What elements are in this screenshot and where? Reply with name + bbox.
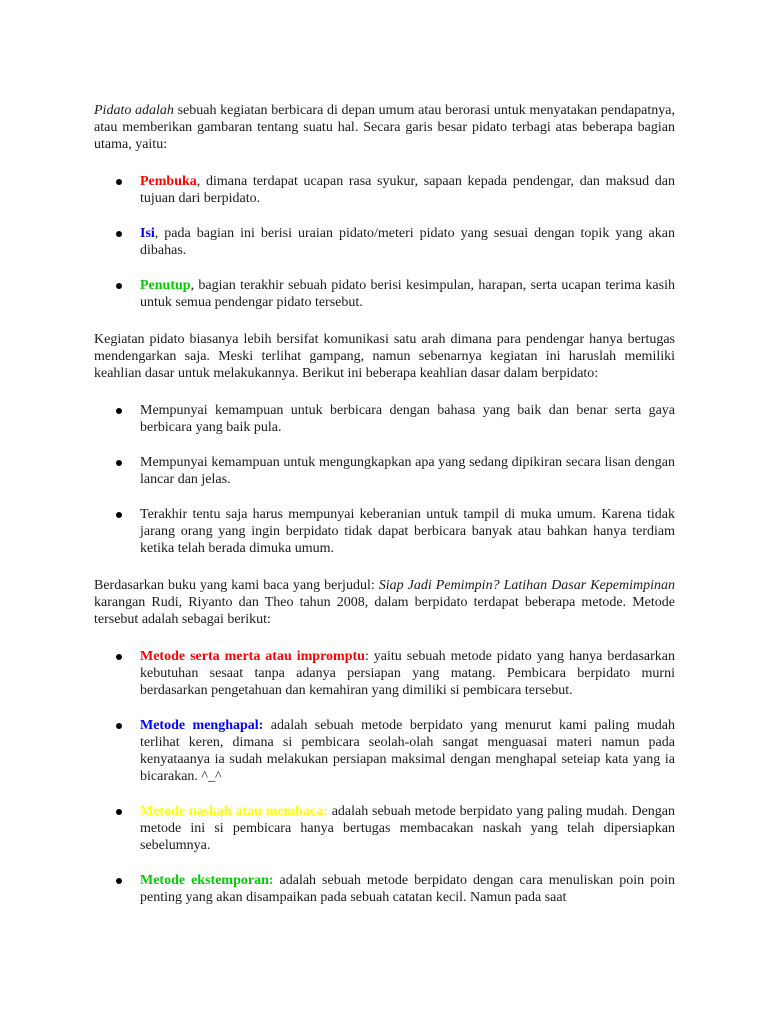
term-penutup: Penutup <box>140 278 191 293</box>
bullet-icon <box>116 460 122 466</box>
bullet-icon <box>116 512 122 518</box>
bullet-icon <box>116 231 122 237</box>
skills-list <box>94 402 675 557</box>
document-body <box>94 102 675 926</box>
list-item <box>94 402 675 436</box>
term-pembuka: Pembuka <box>140 174 197 189</box>
bullet-icon <box>116 878 122 884</box>
bullet-icon <box>116 723 122 729</box>
method-text: adalah sebuah metode berpidato dengan cara menuliskan poin poin penting yang akan disampaikan pada sebuah catatan kecil. Namun pada saat <box>140 873 675 905</box>
method-text: : yaitu sebuah metode pidato yang hanya berdasarkan kebutuhan sesaat tanpa adanya persiapan yang matang. Pembicara berpidato murni berdasarkan pengetahuan dan kemahiran yang dimiliki si pembicara tersebut. <box>140 649 675 698</box>
list-item <box>94 277 675 311</box>
bullet-icon <box>116 654 122 660</box>
skills-intro-paragraph: Kegiatan pidato biasanya lebih bersifat komunikasi satu arah dimana para pendengar hanya bertugas mendengarkan saja. Meski terlihat gampang, namun sebenarnya kegiatan ini haruslah memiliki keahlian dasar untuk melakukannya. Berikut ini beberapa keahlian dasar dalam berpidato: <box>94 332 675 381</box>
book-title: Siap Jadi Pemimpin? Latihan Dasar Kepemimpinan <box>378 578 675 593</box>
skill-text: Terakhir tentu saja harus mempunyai keberanian untuk tampil di muka umum. Karena tidak jarang orang yang ingin berpidato tidak dapat berbicara banyak atau bahkan hanya terdiam ketika telah berada dimuka umum. <box>140 507 675 556</box>
skill-text: Mempunyai kemampuan untuk mengungkapkan apa yang sedang dipikiran secara lisan dengan lancar dan jelas. <box>140 455 675 487</box>
bullet-icon <box>116 809 122 815</box>
intro-lead: Pidato adalah <box>94 103 174 118</box>
method-text: adalah sebuah metode berpidato yang paling mudah. Dengan metode ini si pembicara hanya bertugas membacakan naskah yang telah dipersiapkan sebelumnya. <box>140 804 675 853</box>
list-item <box>94 803 675 854</box>
bullet-icon <box>116 179 122 185</box>
term-menghapal: Metode menghapal: <box>140 718 264 733</box>
term-impromptu: Metode serta merta atau impromptu <box>140 649 365 664</box>
term-ekstemporan: Metode ekstemporan: <box>140 873 274 888</box>
term-isi: Isi <box>140 226 155 241</box>
term-naskah: Metode naskah atau membaca: <box>140 804 328 819</box>
bullet-icon <box>116 408 122 414</box>
part-text: , pada bagian ini berisi uraian pidato/meteri pidato yang sesuai dengan topik yang akan dibahas. <box>140 226 675 258</box>
methods-list <box>94 648 675 906</box>
methods-intro-before: Berdasarkan buku yang kami baca yang berjudul: <box>94 578 379 593</box>
intro-paragraph <box>94 102 675 153</box>
list-item <box>94 717 675 785</box>
list-item <box>94 648 675 699</box>
method-text: adalah sebuah metode berpidato yang menurut kami paling mudah terlihat keren, dimana si pembicara seolah-olah sangat menguasai materi namun pada kenyataanya ia sudah melakukan persiapan maksimal dengan menghapal seteiap kata yang ia bicarakan. ^_^ <box>140 718 675 784</box>
methods-intro-after: karangan Rudi, Riyanto dan Theo tahun 2008, dalam berpidato terdapat beberapa metode. Metode tersebut adalah sebagai berikut: <box>94 595 675 627</box>
part-text: , dimana terdapat ucapan rasa syukur, sapaan kepada pendengar, dan maksud dan tujuan dari berpidato. <box>140 174 675 206</box>
list-item <box>94 225 675 259</box>
bullet-icon <box>116 283 122 289</box>
list-item <box>94 872 675 906</box>
methods-intro-paragraph <box>94 577 675 628</box>
speech-parts-list <box>94 173 675 311</box>
list-item <box>94 454 675 488</box>
part-text: , bagian terakhir sebuah pidato berisi kesimpulan, harapan, serta ucapan terima kasih untuk semua pendengar pidato tersebut. <box>140 278 675 310</box>
intro-text: sebuah kegiatan berbicara di depan umum atau berorasi untuk menyatakan pendapatnya, atau memberikan gambaran tentang suatu hal. Secara garis besar pidato terbagi atas beberapa bagian utama, yaitu: <box>94 103 675 152</box>
skill-text: Mempunyai kemampuan untuk berbicara dengan bahasa yang baik dan benar serta gaya berbicara yang baik pula. <box>140 403 675 435</box>
list-item <box>94 506 675 557</box>
list-item <box>94 173 675 207</box>
